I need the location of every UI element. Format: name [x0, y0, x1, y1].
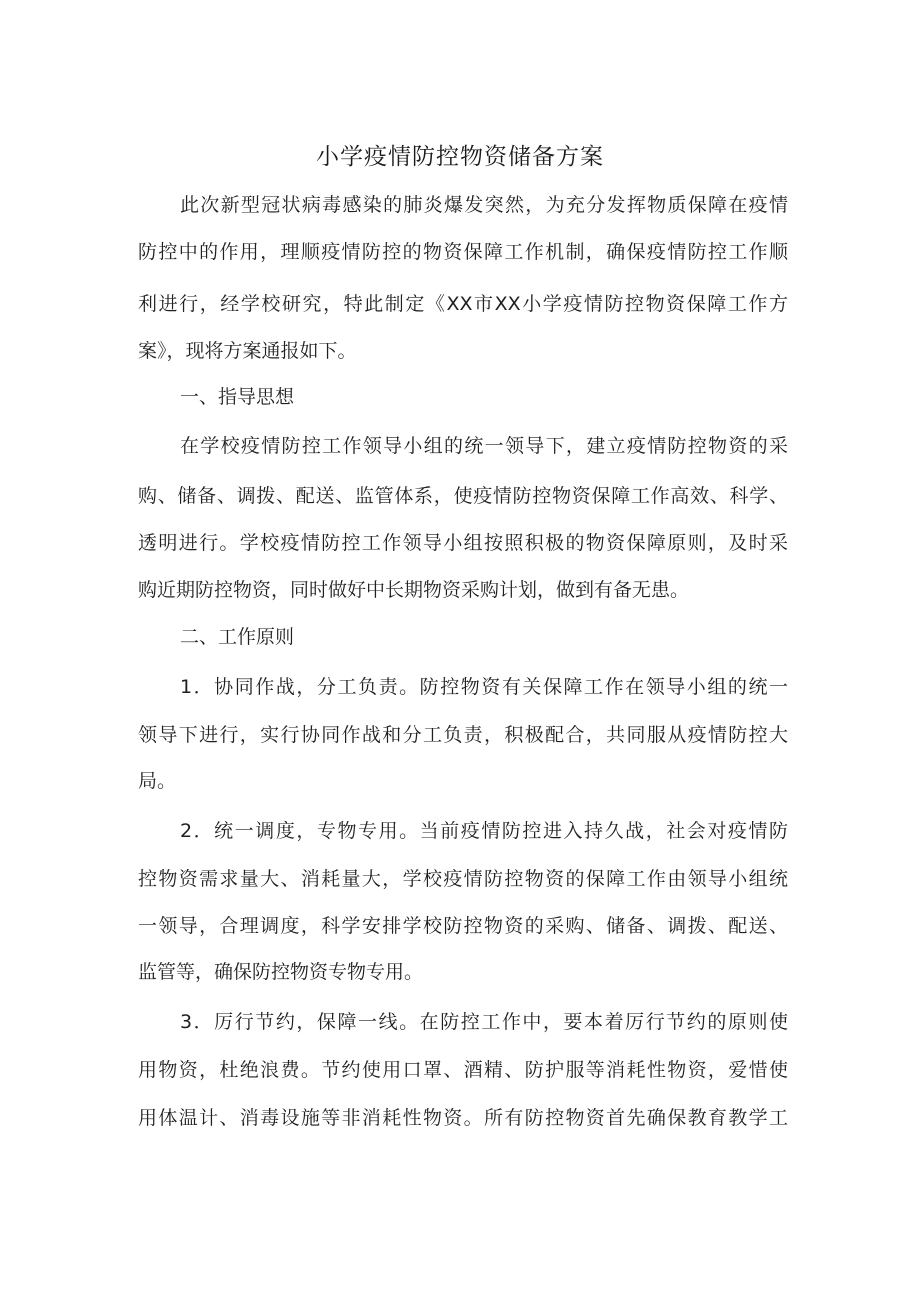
item2-line-1: 2．统一调度，专物专用。当前疫情防控进入持久战，社会对疫情防: [180, 820, 788, 842]
item1-line-1: 1．协同作战，分工负责。防控物资有关保障工作在领导小组的统一: [180, 676, 788, 698]
item3-line-1: 3．厉行节约，保障一线。在防控工作中，要本着厉行节约的原则使: [180, 1011, 788, 1033]
item2-line-3: 一领导，合理调度，科学安排学校防控物资的采购、储备、调拨、配送、: [138, 915, 788, 937]
intro-line-2: 防控中的作用，理顺疫情防控的物资保障工作机制，确保疫情防控工作顺: [138, 241, 788, 263]
document-title: 小学疫情防控物资储备方案: [316, 144, 604, 170]
section-heading-guiding-ideology: 一、指导思想: [180, 386, 295, 408]
intro-line-3: 利进行，经学校研究，特此制定《XX市XX小学疫情防控物资保障工作方: [138, 293, 788, 315]
item1-line-3: 局。: [138, 770, 177, 792]
section1-line-1: 在学校疫情防控工作领导小组的统一领导下，建立疫情防控物资的采: [180, 435, 788, 457]
item1-line-2: 领导下进行，实行协同作战和分工负责，积极配合，共同服从疫情防控大: [138, 724, 788, 746]
section1-line-4: 购近期防控物资，同时做好中长期物资采购计划，做到有备无患。: [138, 579, 690, 601]
item2-line-2: 控物资需求量大、消耗量大，学校疫情防控物资的保障工作由领导小组统: [138, 868, 788, 890]
item2-line-4: 监管等，确保防控物资专物专用。: [138, 961, 424, 983]
item3-line-2: 用物资，杜绝浪费。节约使用口罩、酒精、防护服等消耗性物资，爱惜使: [138, 1059, 788, 1081]
intro-line-1: 此次新型冠状病毒感染的肺炎爆发突然，为充分发挥物质保障在疫情: [180, 194, 788, 216]
section-heading-working-principles: 二、工作原则: [180, 626, 295, 648]
section1-line-3: 透明进行。学校疫情防控工作领导小组按照积极的物资保障原则，及时采: [138, 532, 788, 554]
section1-line-2: 购、储备、调拨、配送、监管体系，使疫情防控物资保障工作高效、科学、: [138, 485, 788, 507]
item3-line-3: 用体温计、消毒设施等非消耗性物资。所有防控物资首先确保教育教学工: [138, 1107, 788, 1129]
intro-line-4: 案》，现将方案通报如下。: [138, 340, 357, 362]
